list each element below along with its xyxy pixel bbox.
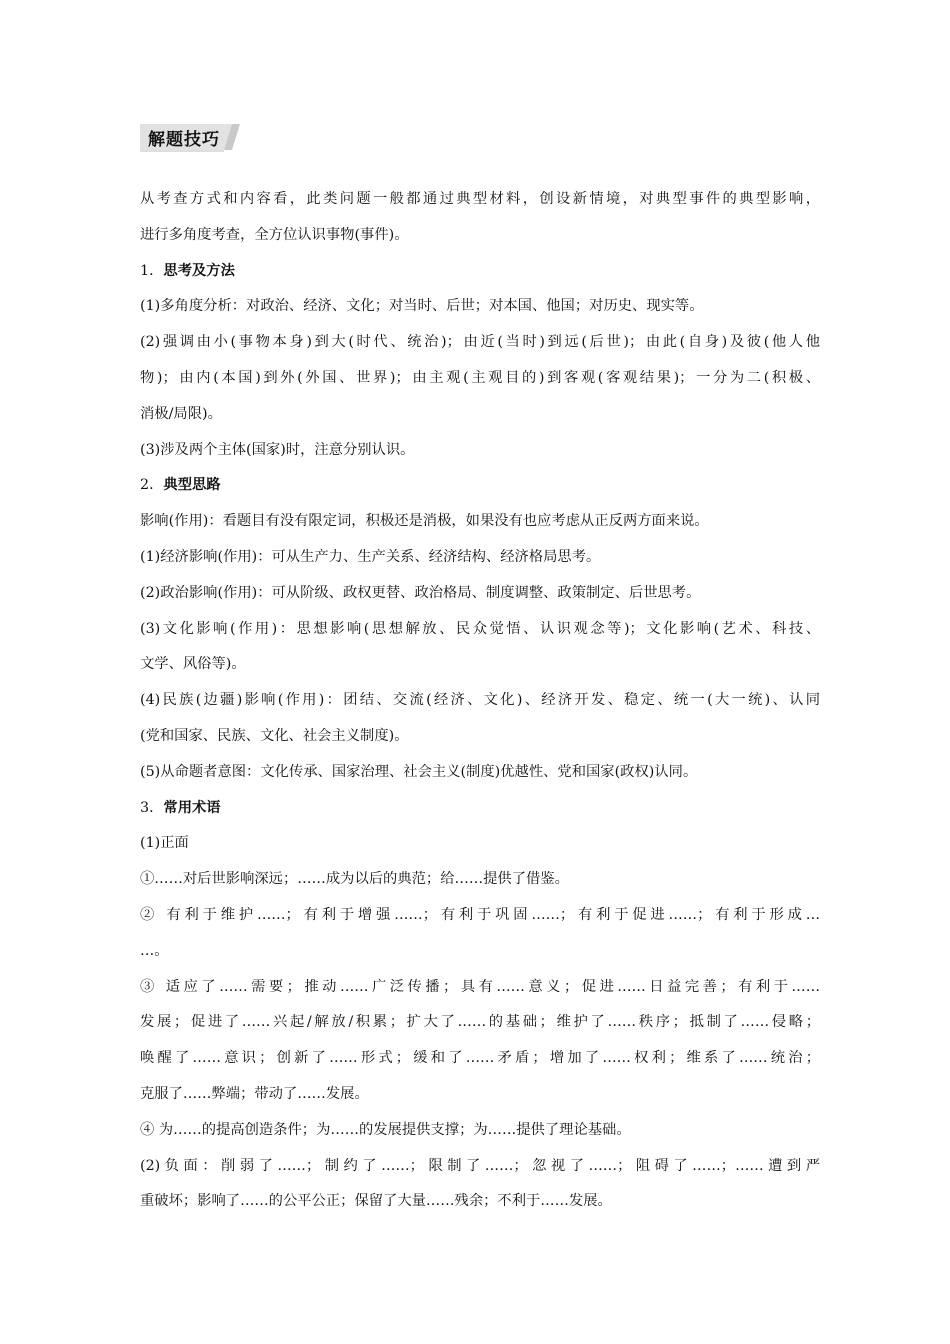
paragraph-line: (1)正面	[140, 835, 189, 852]
paragraph-line: 物)；由内(本国)到外(外国、世界)；由主观(主观目的)到客观(客观结果)；一分为二(积极、	[140, 369, 820, 386]
paragraph-line: 影响(作用)：看题目有没有限定词，积极还是消极，如果没有也应考虑从正反两方面来说。	[140, 513, 709, 530]
section-heading-1	[140, 254, 820, 290]
paragraph-line: (2)负面：削弱了……；制约了……；限制了……；忽视了……；阻碍了……；……遭到严	[140, 1157, 820, 1174]
paragraph-line: (2)强调由小(事物本身)到大(时代、统治)；由近(当时)到远(后世)；由此(自身)及彼(他人他	[140, 334, 820, 351]
paragraph-line: ④ 为……的提高创造条件；为……的发展提供支撑；为……提供了理论基础。	[140, 1121, 631, 1138]
heading-title: 典型思路	[163, 477, 221, 494]
paragraph-line: (1)经济影响(作用)：可从生产力、生产关系、经济结构、经济格局思考。	[140, 548, 601, 565]
intro-line: 从考查方式和内容看，此类问题一般都通过典型材料，创设新情境，对典型事件的典型影响，	[140, 191, 820, 207]
section-heading-3	[140, 791, 820, 827]
heading-number: 3．	[140, 799, 164, 816]
paragraph-line: ③ 适应了……需要；推动……广泛传播；具有……意义；促进……日益完善；有利于……	[140, 978, 820, 995]
section-badge	[140, 122, 238, 152]
paragraph-line: (3)涉及两个主体(国家)时，注意分别认识。	[140, 441, 415, 458]
paragraph-line: (党和国家、民族、文化、社会主义制度)。	[140, 727, 409, 744]
heading-title: 常用术语	[163, 799, 221, 816]
heading-number: 1．	[140, 262, 164, 279]
paragraph-line: (4)民族(边疆)影响(作用)：团结、交流(经济、文化)、经济开发、稳定、统一(大一统)、认同	[140, 692, 820, 709]
heading-title: 思考及方法	[163, 262, 235, 279]
intro-line: 进行多角度考查，全方位认识事物(事件)。	[140, 226, 409, 243]
paragraph-line: 文学、风俗等)。	[140, 656, 246, 673]
section-heading-2	[140, 468, 820, 504]
paragraph-line: 唤醒了……意识；创新了……形式；缓和了……矛盾；增加了……权利；维系了……统治；	[140, 1050, 820, 1067]
paragraph-line: 消极/局限)。	[140, 405, 222, 422]
paragraph-line: (1)多角度分析：对政治、经济、文化；对当时、后世；对本国、他国；对历史、现实等。	[140, 298, 704, 315]
heading-number: 2．	[140, 477, 164, 494]
paragraph-line: (2)政治影响(作用)：可从阶级、政权更替、政治格局、制度调整、政策制定、后世思考。	[140, 584, 701, 601]
paragraph-line: 克服了……弊端；带动了……发展。	[140, 1085, 369, 1102]
paragraph-line: (5)从命题者意图：文化传承、国家治理、社会主义(制度)优越性、党和国家(政权)认同。	[140, 763, 698, 780]
paragraph-line: (3)文化影响(作用)：思想影响(思想解放、民众觉悟、认识观念等)；文化影响(艺术、科技、	[140, 620, 820, 637]
paragraph-line: 重破坏；影响了……的公平公正；保留了大量……残余；不利于……发展。	[140, 1193, 612, 1210]
paragraph-line: …。	[140, 942, 169, 959]
paragraph-line: 发展；促进了……兴起/解放/积累；扩大了……的基础；维护了……秩序；抵制了……侵略；	[140, 1014, 820, 1031]
paragraph-line: ② 有利于维护……；有利于增强……；有利于巩固……；有利于促进……；有利于形成…	[140, 906, 820, 923]
document-body	[140, 182, 820, 1220]
paragraph-line: ①……对后世影响深远；……成为以后的典范；给……提供了借鉴。	[140, 871, 569, 888]
section-badge-label: 解题技巧	[148, 130, 220, 150]
